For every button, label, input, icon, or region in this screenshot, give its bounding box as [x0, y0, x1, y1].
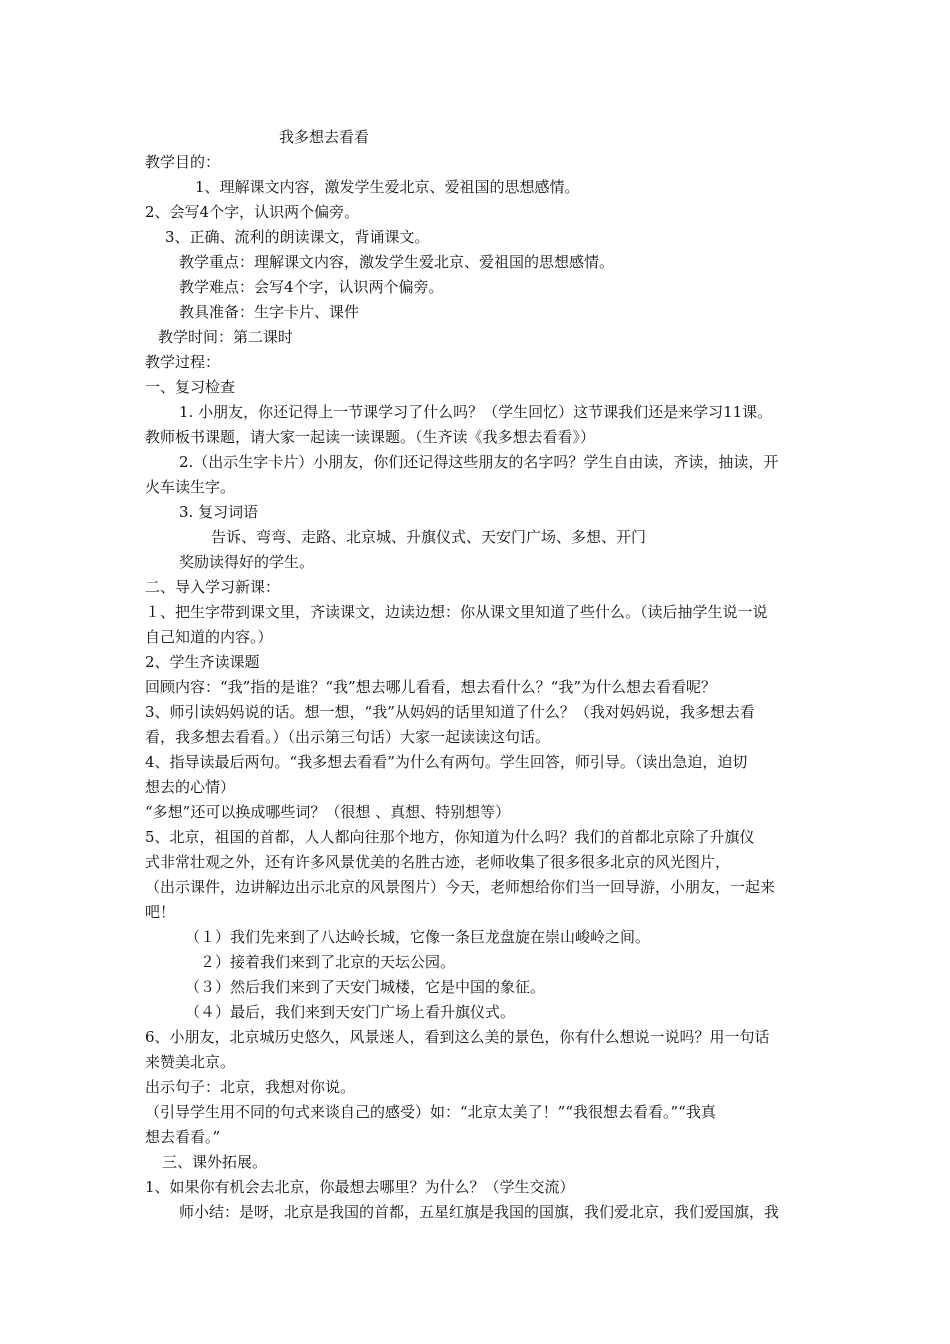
section-heading: 一、复习检查	[145, 378, 236, 396]
text-line: 3、师引读妈妈说的话。想一想，“我”从妈妈的话里知道了什么？（我对妈妈说，我多想去看	[145, 703, 755, 721]
text-line: 回顾内容：“我”指的是谁？“我”想去哪儿看看，想去看什么？“我”为什么想去看看呢？	[145, 678, 717, 696]
text-line: 教具准备：生字卡片、课件	[179, 303, 360, 321]
text-line: 3、正确、流利的朗读课文，背诵课文。	[165, 228, 430, 246]
text-line: 告诉、弯弯、走路、北京城、升旗仪式、天安门广场、多想、开门	[211, 528, 647, 546]
text-line: 看，我多想去看看。）（出示第三句话）大家一起读读这句话。	[145, 728, 551, 746]
text-line: 来赞美北京。	[145, 1053, 236, 1071]
section-heading: 二、导入学习新课：	[145, 578, 281, 596]
section-heading: 三、课外拓展。	[162, 1153, 268, 1171]
text-line: １、把生字带到课文里，齐读课文，边读边想：你从课文里知道了些什么。（读后抽学生说一说	[145, 603, 768, 621]
text-line: 教学目的：	[145, 153, 221, 171]
text-line: “多想”还可以换成哪些词？（很想 、真想、特别想等）	[145, 803, 511, 821]
text-line: 奖励读得好的学生。	[179, 553, 315, 571]
text-line: 火车读生字。	[145, 478, 236, 496]
text-line: 2、学生齐读课题	[145, 653, 260, 671]
list-item: （１）我们先来到了八达岭长城，它像一条巨龙盘旋在崇山峻岭之间。	[185, 928, 651, 946]
text-line: 吧！	[145, 903, 176, 921]
text-line: 2.（出示生字卡片）小朋友，你们还记得这些朋友的名字吗？学生自由读，齐读，抽读，开	[179, 453, 779, 471]
text-line: 出示句子：北京，我想对你说。	[145, 1078, 356, 1096]
text-line: 2、会写4个字，认识两个偏旁。	[145, 203, 360, 221]
text-line: （引导学生用不同的句式来谈自己的感受）如：“北京太美了！”“我很想去看看。”“我真	[145, 1103, 716, 1121]
text-line: 教师板书课题，请大家一起读一读课题。（生齐读《我多想去看看》）	[145, 428, 596, 446]
list-item: ２）接着我们来到了北京的天坛公园。	[200, 953, 456, 971]
text-line: 4、指导读最后两句。“我多想去看看”为什么有两句。学生回答，师引导。（读出急迫，迫切	[145, 753, 748, 771]
text-line: 1、理解课文内容，激发学生爱北京、爱祖国的思想感情。	[195, 178, 580, 196]
text-line: （出示课件，边讲解边出示北京的风景图片）今天，老师想给你们当一回导游，小朋友，一起来	[145, 878, 776, 896]
text-line: 1、如果你有机会去北京，你最想去哪里？为什么？（学生交流）	[145, 1178, 575, 1196]
text-line: 教学难点：会写4个字，认识两个偏旁。	[179, 278, 444, 296]
document-title: 我多想去看看	[279, 128, 370, 146]
text-line: 式非常壮观之外，还有许多风景优美的名胜古迹，老师收集了很多很多北京的风光图片，	[145, 853, 731, 871]
text-line: 想去看看。”	[145, 1128, 221, 1146]
text-line: 6、小朋友，北京城历史悠久，风景迷人，看到这么美的景色，你有什么想说一说吗？用一句话	[145, 1028, 770, 1046]
text-line: 教学时间：第二课时	[158, 328, 294, 346]
text-line: 5、北京，祖国的首都，人人都向往那个地方，你知道为什么吗？我们的首都北京除了升旗仪	[145, 828, 755, 846]
text-line: 3. 复习词语	[179, 503, 259, 521]
text-line: 教学重点：理解课文内容，激发学生爱北京、爱祖国的思想感情。	[179, 253, 615, 271]
text-line: 自己知道的内容。）	[145, 628, 273, 646]
text-line: 教学过程：	[145, 353, 221, 371]
list-item: （３）然后我们来到了天安门城楼，它是中国的象征。	[185, 978, 546, 996]
list-item: （４）最后，我们来到天安门广场上看升旗仪式。	[185, 1003, 516, 1021]
text-line: 1. 小朋友，你还记得上一节课学习了什么吗？（学生回忆）这节课我们还是来学习11课。	[179, 403, 773, 421]
text-line: 想去的心情）	[145, 778, 236, 796]
text-line: 师小结：是呀，北京是我国的首都，五星红旗是我国的国旗，我们爱北京，我们爱国旗，我	[179, 1203, 780, 1221]
